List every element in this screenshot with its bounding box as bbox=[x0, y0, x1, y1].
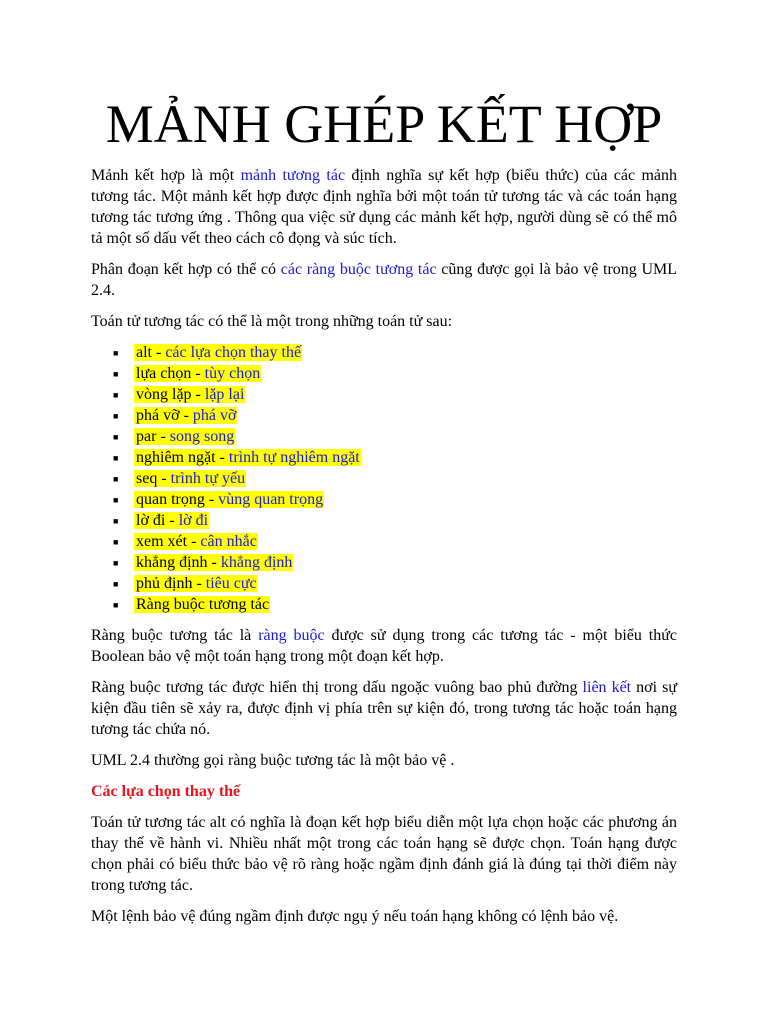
highlighted-operator bbox=[134, 491, 324, 508]
operator-list-item bbox=[113, 510, 677, 531]
highlighted-operator bbox=[134, 407, 237, 424]
highlighted-operator bbox=[134, 512, 209, 529]
operator-separator: - bbox=[187, 533, 201, 550]
operator-list-item bbox=[113, 342, 677, 363]
square-bullet-icon: ■ bbox=[113, 579, 119, 589]
square-bullet-icon: ■ bbox=[113, 495, 119, 505]
operator-separator: - bbox=[152, 344, 166, 361]
paragraph-uml-guard: UML 2.4 thường gọi ràng buộc tương tác là một bảo vệ . bbox=[91, 752, 455, 769]
operator-list-item bbox=[113, 552, 677, 573]
paragraph-implicit-guard: Một lệnh bảo vệ đúng ngầm định được ngụ ý nếu toán hạng không có lệnh bảo vệ. bbox=[91, 908, 619, 925]
paragraph-text: định nghĩa sự kết hợp (biểu thức) của các mảnh tương tác. Một mảnh kết hợp được định nghĩa bởi một toán tử tương tác và các toán hạng tương tác tương ứng . Thông qua việc sử dụng các mảnh kết hợp, người dùng sẽ có thể mô tả một số dấu vết theo cách cô đọng và súc tích. bbox=[91, 167, 678, 247]
operator-term: phá vỡ bbox=[136, 407, 180, 424]
operator-meaning-link[interactable]: song song bbox=[169, 428, 235, 445]
square-bullet-icon: ■ bbox=[113, 453, 119, 463]
paragraph-guards bbox=[91, 259, 677, 301]
square-bullet-icon: ■ bbox=[113, 516, 119, 526]
operator-separator: - bbox=[165, 512, 179, 529]
highlighted-operator bbox=[134, 344, 302, 361]
link-lifeline[interactable]: liên kết bbox=[582, 679, 632, 696]
operator-term: alt bbox=[136, 344, 152, 361]
square-bullet-icon: ■ bbox=[113, 390, 119, 400]
operator-list-item bbox=[113, 489, 677, 510]
square-bullet-icon: ■ bbox=[113, 558, 119, 568]
paragraph-text: nơi sự kiện đầu tiên sẽ xảy ra, được định vị phía trên sự kiện đó, trong tương tác hoặc toán hạng tương tác chứa nó. bbox=[91, 679, 677, 738]
operator-list bbox=[91, 342, 677, 615]
square-bullet-icon: ■ bbox=[113, 411, 119, 421]
paragraph-text: Ràng buộc tương tác được hiển thị trong dấu ngoặc vuông bao phủ đường bbox=[91, 679, 583, 696]
operator-term: Ràng buộc tương tác bbox=[136, 596, 270, 613]
operator-term: quan trọng bbox=[136, 491, 205, 508]
operator-meaning-link[interactable]: cân nhắc bbox=[200, 533, 257, 550]
paragraph-text: Ràng buộc tương tác là bbox=[91, 627, 259, 644]
operator-term: lờ đi bbox=[136, 512, 166, 529]
paragraph-constraint-definition bbox=[91, 625, 677, 667]
operator-list-item bbox=[113, 447, 677, 468]
highlighted-operator bbox=[134, 596, 270, 613]
operator-meaning-link[interactable]: khẳng định bbox=[220, 554, 293, 571]
operator-separator: - bbox=[215, 449, 229, 466]
operator-meaning-link[interactable]: lặp lại bbox=[204, 386, 245, 403]
highlighted-operator bbox=[134, 449, 361, 466]
operator-separator: - bbox=[207, 554, 221, 571]
operator-term: xem xét bbox=[136, 533, 188, 550]
operator-term: nghiêm ngặt bbox=[136, 449, 216, 466]
operator-meaning-link[interactable]: tùy chọn bbox=[204, 365, 261, 382]
operator-term: lựa chọn bbox=[136, 365, 192, 382]
operator-list-item bbox=[113, 573, 677, 594]
operator-meaning-link[interactable]: tiêu cực bbox=[205, 575, 257, 592]
operator-meaning-link[interactable]: các lựa chọn thay thế bbox=[165, 344, 302, 361]
operator-term: par bbox=[136, 428, 157, 445]
operator-term: seq bbox=[136, 470, 158, 487]
paragraph-alt-operator: Toán tử tương tác alt có nghĩa là đoạn kết hợp biểu diễn một lựa chọn hoặc các phương án thay thế về hành vi. Nhiều nhất một trong các toán hạng sẽ được chọn. Toán hạng được chọn phải có biểu thức bảo vệ rõ ràng hoặc ngầm định đánh giá là đúng tại thời điểm này trong tương tác. bbox=[91, 814, 677, 894]
operator-list-item bbox=[113, 531, 677, 552]
operator-separator: - bbox=[204, 491, 219, 508]
square-bullet-icon: ■ bbox=[113, 348, 119, 358]
operator-separator: - bbox=[191, 386, 205, 403]
operator-separator: - bbox=[156, 428, 170, 445]
paragraph-text: Mảnh kết hợp là một bbox=[91, 167, 241, 184]
operator-list-item bbox=[113, 594, 677, 615]
paragraph-text: cũng được gọi là bảo vệ trong UML 2.4. bbox=[91, 261, 678, 299]
operator-list-item bbox=[113, 426, 677, 447]
operator-meaning-link[interactable]: phá vỡ bbox=[192, 407, 237, 424]
operator-meaning-link[interactable]: lờ đi bbox=[178, 512, 209, 529]
operator-term: khẳng định bbox=[136, 554, 208, 571]
highlighted-operator bbox=[134, 533, 258, 550]
operator-term: phủ định bbox=[136, 575, 193, 592]
paragraph-text: Phân đoạn kết hợp có thể có bbox=[91, 261, 281, 278]
operator-list-item bbox=[113, 384, 677, 405]
highlighted-operator bbox=[134, 386, 245, 403]
section-heading-alternatives: Các lựa chọn thay thế bbox=[91, 783, 241, 800]
operator-separator: - bbox=[191, 365, 205, 382]
link-interaction-fragment[interactable]: mảnh tương tác bbox=[240, 167, 346, 184]
link-constraint[interactable]: ràng buộc bbox=[258, 627, 325, 644]
highlighted-operator bbox=[134, 470, 246, 487]
operator-meaning-link[interactable]: trình tự yếu bbox=[170, 470, 246, 487]
page-title: MẢNH GHÉP KẾT HỢP bbox=[105, 94, 663, 154]
operator-list-item bbox=[113, 363, 677, 384]
square-bullet-icon: ■ bbox=[113, 474, 119, 484]
operator-separator: - bbox=[192, 575, 206, 592]
square-bullet-icon: ■ bbox=[113, 537, 119, 547]
highlighted-operator bbox=[134, 428, 235, 445]
operator-list-item bbox=[113, 468, 677, 489]
operator-meaning-link[interactable]: trình tự nghiêm ngặt bbox=[228, 449, 360, 466]
operator-list-item bbox=[113, 405, 677, 426]
operator-meaning-link[interactable]: vùng quan trọng bbox=[218, 491, 324, 508]
operator-separator: - bbox=[179, 407, 193, 424]
operator-term: vòng lặp bbox=[136, 386, 192, 403]
paragraph-operators-intro: Toán tử tương tác có thể là một trong những toán tử sau: bbox=[91, 313, 453, 330]
link-interaction-constraints[interactable]: các ràng buộc tương tác bbox=[280, 261, 437, 278]
paragraph-constraint-display bbox=[91, 677, 677, 740]
square-bullet-icon: ■ bbox=[113, 600, 119, 610]
highlighted-operator bbox=[134, 575, 258, 592]
highlighted-operator bbox=[134, 554, 293, 571]
square-bullet-icon: ■ bbox=[113, 369, 119, 379]
operator-separator: - bbox=[157, 470, 171, 487]
square-bullet-icon: ■ bbox=[113, 432, 119, 442]
highlighted-operator bbox=[134, 365, 261, 382]
paragraph-text: được sử dụng trong các tương tác - một biểu thức Boolean bảo vệ một toán hạng trong một đoạn kết hợp. bbox=[91, 627, 678, 665]
document-body bbox=[91, 165, 677, 937]
paragraph-intro bbox=[91, 165, 677, 249]
